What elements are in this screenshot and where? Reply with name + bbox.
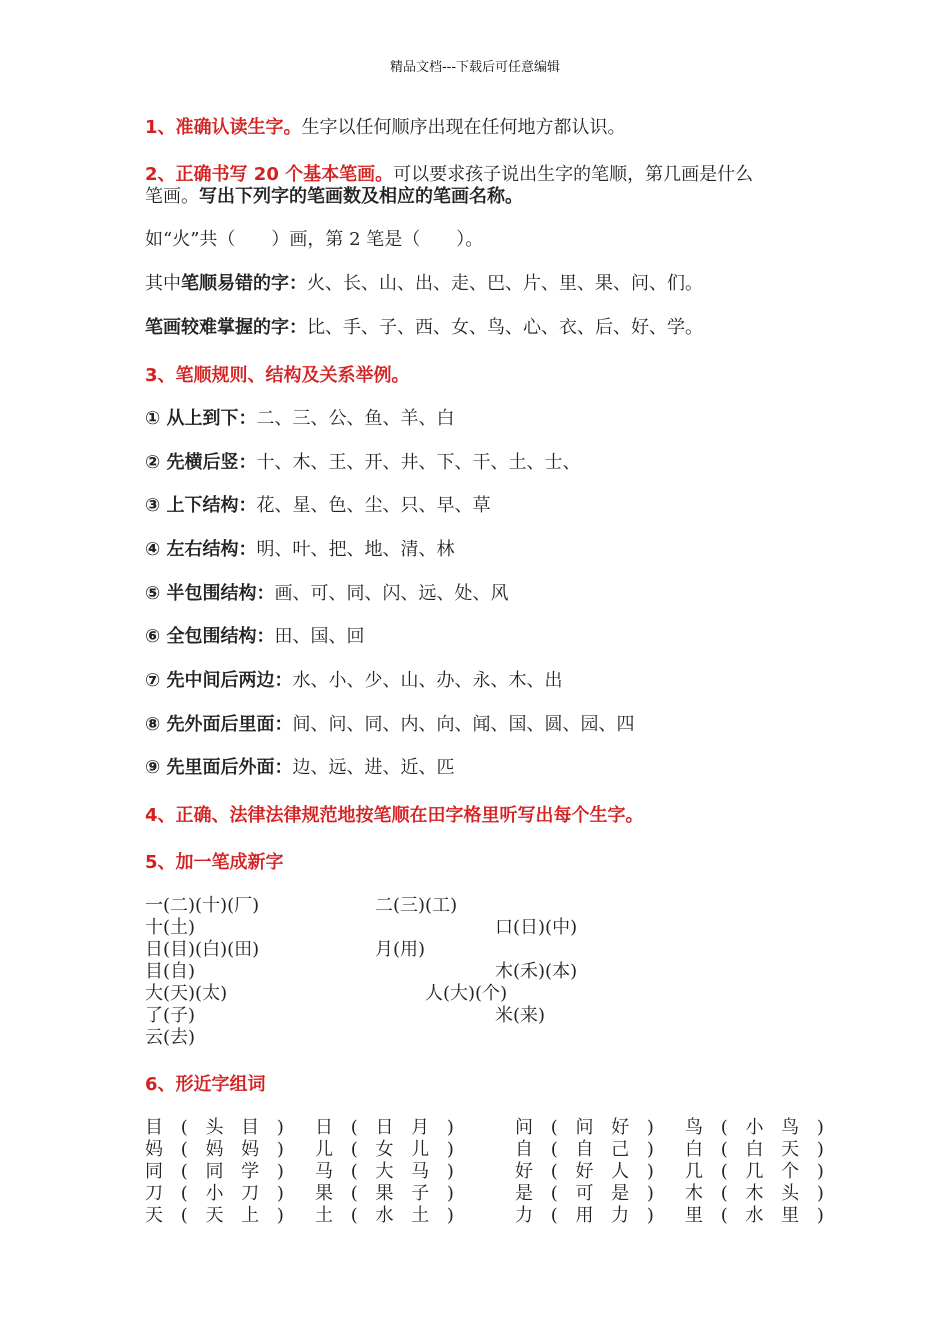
rule-chars: 边、远、进、近、匹 <box>292 757 455 778</box>
section-2-title: 2、正确书写 20 个基本笔画。 <box>145 164 394 185</box>
rule-chars: 二、三、公、鱼、羊、白 <box>256 408 455 429</box>
section-2-text-2: 笔画。 <box>145 186 199 207</box>
section-2-text-1: 可以要求孩子说出生字的笔顺，第几画是什么 <box>393 164 754 185</box>
hard-stroke-chars <box>145 317 703 339</box>
rule-2 <box>145 452 581 474</box>
rule-label: ⑨ 先里面后外面： <box>145 757 293 778</box>
word-item: 是 ( 可 是 ) <box>515 1183 660 1204</box>
rule-chars: 间、问、同、内、向、闻、国、圆、园、四 <box>292 714 635 735</box>
add-stroke-item: 云(去) <box>145 1027 196 1048</box>
word-item: 同 ( 同 学 ) <box>145 1161 290 1182</box>
word-item: 白 ( 白 天 ) <box>685 1139 830 1160</box>
word-item: 果 ( 果 子 ) <box>315 1183 460 1204</box>
section-3-title: 3、笔顺规则、结构及关系举例。 <box>145 365 410 386</box>
error-label: 笔顺易错的字： <box>181 273 307 294</box>
rule-3 <box>145 495 491 517</box>
hard-label: 笔画较难掌握的字： <box>145 317 307 338</box>
word-item: 目 ( 头 目 ) <box>145 1117 290 1138</box>
rule-6 <box>145 626 365 648</box>
word-item: 日 ( 日 月 ) <box>315 1117 460 1138</box>
error-prone-chars <box>145 273 703 295</box>
rule-9 <box>145 757 455 779</box>
add-stroke-item: 目(自) <box>145 961 196 982</box>
rule-label: ⑧ 先外面后里面： <box>145 714 293 735</box>
rule-chars: 花、星、色、尘、只、早、草 <box>256 495 491 516</box>
rule-chars: 十、木、王、开、井、下、干、土、士、 <box>256 452 581 473</box>
rule-label: ⑦ 先中间后两边： <box>145 670 293 691</box>
add-stroke-item: 大(天)(太) <box>145 983 228 1004</box>
add-stroke-item: 了(子) <box>145 1005 196 1026</box>
add-stroke-item: 人(大)(个) <box>425 983 508 1004</box>
word-item: 马 ( 大 马 ) <box>315 1161 460 1182</box>
add-stroke-item: 口(日)(中) <box>495 917 578 938</box>
rule-8 <box>145 714 635 736</box>
rule-chars: 水、小、少、山、办、永、木、出 <box>292 670 563 691</box>
add-stroke-item: 米(来) <box>495 1005 546 1026</box>
word-item: 儿 ( 女 儿 ) <box>315 1139 460 1160</box>
word-item: 土 ( 水 土 ) <box>315 1205 460 1226</box>
rule-label: ① 从上到下： <box>145 408 257 429</box>
word-item: 好 ( 好 人 ) <box>515 1161 660 1182</box>
word-item: 天 ( 天 上 ) <box>145 1205 290 1226</box>
add-stroke-item: 十(土) <box>145 917 196 938</box>
section-1-text: 生字以任何顺序出现在任何地方都认识。 <box>301 117 626 138</box>
section-4-title: 4、正确、法律法律规范地按笔顺在田字格里听写出每个生字。 <box>145 805 644 826</box>
word-item: 几 ( 几 个 ) <box>685 1161 830 1182</box>
error-chars: 火、长、山、出、走、巴、片、里、果、问、们。 <box>307 273 703 294</box>
section-5-title: 5、加一笔成新字 <box>145 852 284 873</box>
word-item: 力 ( 用 力 ) <box>515 1205 660 1226</box>
word-item: 木 ( 木 头 ) <box>685 1183 830 1204</box>
rule-label: ② 先横后竖： <box>145 452 257 473</box>
rule-label: ⑤ 半包围结构： <box>145 583 275 604</box>
add-stroke-item: 一(二)(十)(厂) <box>145 895 260 916</box>
section-2-instruction: 写出下列字的笔画数及相应的笔画名称。 <box>199 186 523 207</box>
rule-label: ⑥ 全包围结构： <box>145 626 275 647</box>
section-6-title: 6、形近字组词 <box>145 1074 266 1095</box>
page-header: 精品文档---下载后可任意编辑 <box>389 60 561 75</box>
rule-4 <box>145 539 455 561</box>
add-stroke-item: 日(目)(白)(田) <box>145 939 260 960</box>
section-2-line-2 <box>145 186 523 208</box>
add-stroke-item: 木(禾)(本) <box>495 961 578 982</box>
stroke-example: 如“火”共（ ）画，第 2 笔是（ ）。 <box>145 229 484 250</box>
word-item: 问 ( 问 好 ) <box>515 1117 660 1138</box>
word-item: 妈 ( 妈 妈 ) <box>145 1139 290 1160</box>
word-item: 刀 ( 小 刀 ) <box>145 1183 290 1204</box>
rule-7 <box>145 670 563 692</box>
word-item: 鸟 ( 小 鸟 ) <box>685 1117 830 1138</box>
add-stroke-item: 月(用) <box>375 939 426 960</box>
section-1 <box>145 117 626 139</box>
hard-chars: 比、手、子、西、女、鸟、心、衣、后、好、学。 <box>307 317 703 338</box>
rule-chars: 画、可、同、闪、远、处、风 <box>274 583 509 604</box>
rule-chars: 明、叶、把、地、清、林 <box>256 539 455 560</box>
rule-chars: 田、国、回 <box>274 626 365 647</box>
add-stroke-item: 二(三)(工) <box>375 895 458 916</box>
word-item: 自 ( 自 己 ) <box>515 1139 660 1160</box>
rule-label: ④ 左右结构： <box>145 539 257 560</box>
rule-1 <box>145 408 455 430</box>
section-2-line-1 <box>145 164 753 186</box>
rule-5 <box>145 583 509 605</box>
rule-label: ③ 上下结构： <box>145 495 257 516</box>
word-item: 里 ( 水 里 ) <box>685 1205 830 1226</box>
error-prefix: 其中 <box>145 273 181 294</box>
section-1-title: 1、准确认读生字。 <box>145 117 302 138</box>
